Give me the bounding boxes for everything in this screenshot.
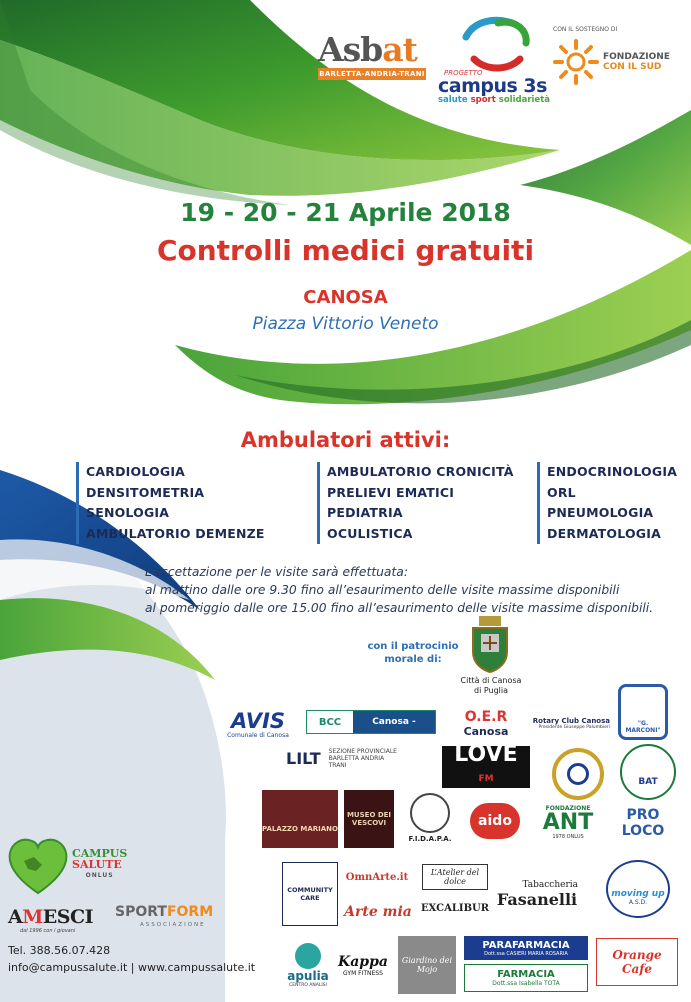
campus3s-tagline: salute sport solidarietà bbox=[438, 95, 550, 105]
event-city: CANOSA bbox=[303, 287, 388, 308]
ambulatorio-item: OCULISTICA bbox=[327, 525, 413, 541]
campus-salute-wordmark: CAMPUS SALUTE ONLUS bbox=[72, 847, 128, 879]
omnarte-logo: OmnArte.it bbox=[345, 871, 409, 883]
community-care-logo: COMMUNITY CARE bbox=[282, 862, 338, 926]
ambulatorio-item: AMBULATORIO DEMENZE bbox=[86, 525, 265, 541]
acceptance-line: al pomeriggio dalle ore 15.00 fino all’esaurimento delle visite massime disponibili. bbox=[145, 601, 654, 615]
rotary-wheel-icon bbox=[552, 748, 604, 800]
lilt-logo: LILT SEZIONE PROVINCIALE BARLETTA ANDRIA TRANI bbox=[286, 747, 397, 769]
campus3s-prefix: PROGETTO bbox=[444, 69, 483, 77]
kappa-gym-logo: Kappa GYM FITNESS bbox=[338, 953, 388, 977]
ant-logo: FONDAZIONE ANT 1978 ONLUS bbox=[542, 804, 594, 840]
ambulatori-column-1 bbox=[76, 462, 265, 544]
patronage-label: con il patrocinio morale di: bbox=[367, 641, 459, 665]
fidapa-logo: F.I.D.A.P.A. bbox=[402, 788, 458, 848]
proloco-logo: PRO LOCO bbox=[621, 807, 665, 839]
asbat-logo bbox=[318, 32, 426, 80]
contact-web: info@campussalute.it | www.campussalute.it bbox=[8, 961, 256, 974]
parafarmacia-logo: PARAFARMACIA Dott.ssa CASIERI MARIA ROSARIA bbox=[464, 936, 588, 960]
ambulatori-title: Ambulatori attivi: bbox=[240, 428, 451, 452]
acceptance-note bbox=[145, 563, 653, 617]
farmacia-logo: FARMACIA Dott.ssa Isabella TOTA bbox=[464, 964, 588, 992]
city-crest-icon bbox=[469, 616, 511, 674]
sud-line1: FONDAZIONE bbox=[603, 52, 670, 62]
orange-cafe-logo: Orange Cafe bbox=[596, 938, 678, 986]
avis-logo: AVIS Comunale di Canosa bbox=[227, 708, 289, 739]
sportform-logo: SPORTFORM bbox=[115, 904, 214, 920]
amesci-tagline: dal 1996 con i giovani bbox=[20, 928, 76, 934]
ambulatori-column-2 bbox=[317, 462, 514, 544]
rotary-logo: Rotary Club Canosa Presidente Giuseppe Palumbieri bbox=[532, 716, 610, 730]
museo-vescovi-logo: MUSEO DEI VESCOVI bbox=[344, 790, 394, 848]
event-headline: Controlli medici gratuiti bbox=[156, 234, 535, 267]
ambulatorio-item: PRELIEVI EMATICI bbox=[327, 484, 455, 500]
giardino-mojo-logo: Giardino dei Mojo bbox=[398, 936, 456, 994]
acceptance-line: L’accettazione per le visite sarà effettuata: bbox=[145, 565, 408, 579]
ambulatorio-item: CARDIOLOGIA bbox=[86, 464, 186, 479]
ambulatorio-item: AMBULATORIO CRONICITÀ bbox=[327, 464, 514, 479]
ambulatorio-item: DERMATOLOGIA bbox=[547, 525, 661, 541]
sud-line2: CON IL SUD bbox=[603, 62, 662, 72]
asbat-strip: BARLETTA-ANDRIA-TRANI bbox=[319, 70, 425, 78]
bat-logo: BAT bbox=[620, 744, 676, 800]
event-square: Piazza Vittorio Veneto bbox=[252, 314, 439, 334]
arte-mia-logo: Arte mia bbox=[344, 904, 412, 920]
apulia-logo: apulia CENTRO ANALISI bbox=[286, 936, 330, 994]
atelier-logo: L’Atelier del dolce bbox=[422, 864, 488, 890]
ambulatorio-item: PNEUMOLOGIA bbox=[547, 505, 654, 520]
campus3s-name: campus 3s bbox=[438, 75, 547, 97]
love-fm-logo: LOVE FM bbox=[442, 746, 530, 788]
marconi-logo: "G. MARCONI" bbox=[618, 684, 668, 740]
moving-up-logo: moving up A.S.D. bbox=[606, 860, 670, 918]
oer-logo: O.E.R Canosa bbox=[463, 709, 509, 738]
aido-logo: aido bbox=[468, 796, 522, 846]
event-dates: 19 - 20 - 21 Aprile 2018 bbox=[180, 198, 511, 227]
excalibur-logo: EXCALIBUR bbox=[420, 902, 490, 914]
bcc-logo: BCC Canosa - Loconia bbox=[306, 710, 436, 734]
contact-phone: Tel. 388.56.07.428 bbox=[8, 944, 111, 957]
acceptance-line: al mattino dalle ore 9.30 fino all’esaurimento delle visite massime disponibili bbox=[145, 583, 620, 597]
sud-prefix: CON IL SOSTEGNO DI bbox=[553, 26, 618, 33]
ambulatori-column-3 bbox=[537, 462, 677, 544]
asbat-mark: Asb bbox=[318, 30, 383, 69]
ambulatorio-item: SENOLOGIA bbox=[86, 505, 170, 520]
ambulatorio-item: ENDOCRINOLOGIA bbox=[547, 464, 678, 479]
fondazione-con-il-sud-logo bbox=[553, 26, 683, 85]
campus3s-arcs-icon bbox=[460, 15, 532, 73]
fasanelli-logo: Tabaccheria Fasanelli bbox=[496, 879, 578, 909]
palazzo-mariano-logo: PALAZZO MARIANO bbox=[262, 790, 338, 848]
amesci-logo: AMESCI bbox=[8, 906, 94, 928]
sportform-tagline: ASSOCIAZIONE bbox=[140, 922, 206, 928]
campus3s-logo bbox=[438, 15, 554, 105]
ambulatorio-item: DENSITOMETRIA bbox=[86, 484, 205, 500]
city-crest-caption: Città di Canosa di Puglia bbox=[460, 676, 522, 695]
ambulatorio-item: ORL bbox=[547, 484, 576, 500]
asbat-mark-accent: at bbox=[382, 30, 417, 69]
campus-salute-heart-icon bbox=[6, 835, 70, 897]
sun-icon bbox=[553, 39, 599, 85]
ambulatorio-item: PEDIATRIA bbox=[327, 505, 403, 520]
